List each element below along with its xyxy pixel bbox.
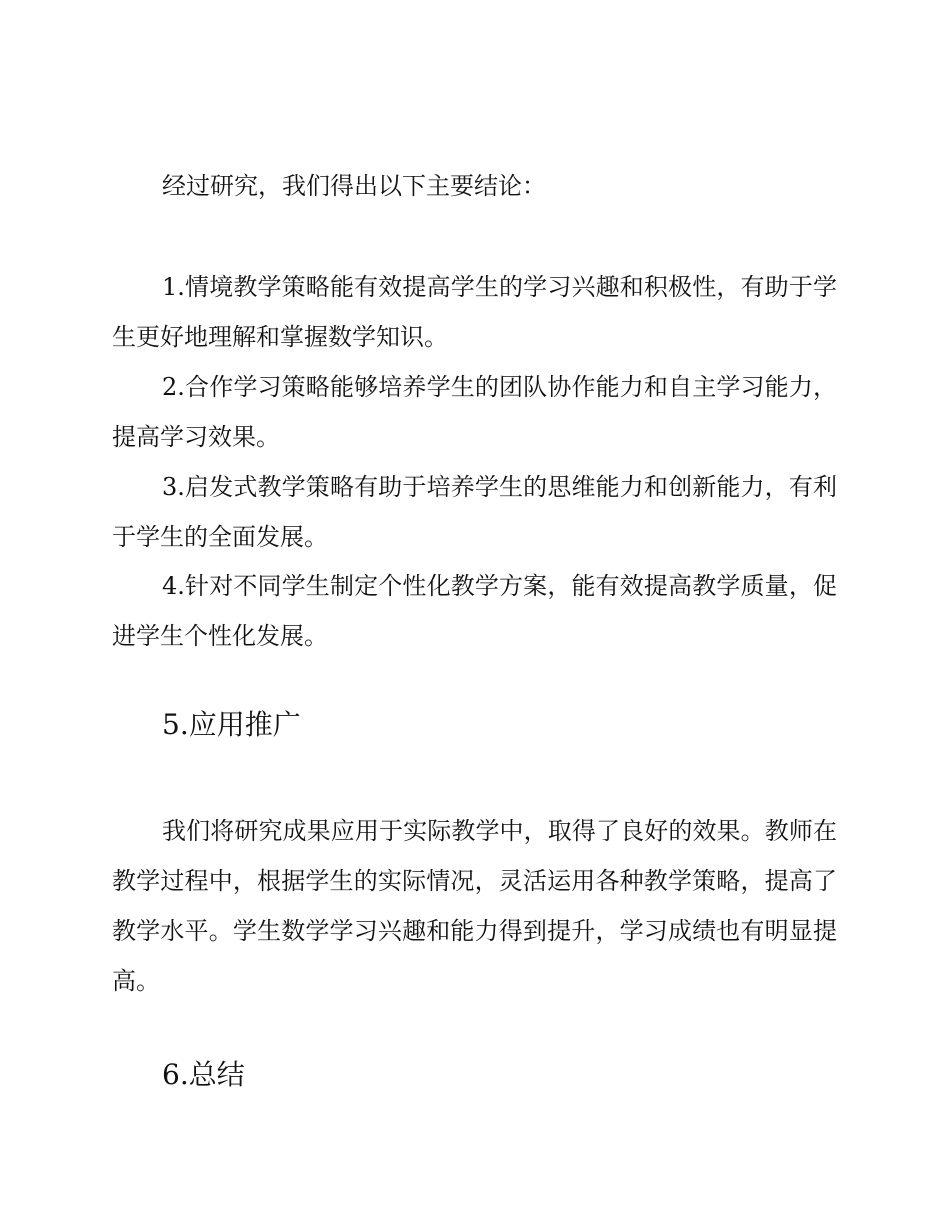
intro-paragraph: 经过研究，我们得出以下主要结论： xyxy=(162,172,546,200)
application-paragraph: 我们将研究成果应用于实际教学中，取得了良好的效果。教师在教学过程中，根据学生的实际情况，灵活运用各种教学策略，提高了教学水平。学生数学学习兴趣和能力得到提升，学习成绩也有明显提高。 xyxy=(112,817,837,995)
conclusion-item-4: 4.针对不同学生制定个性化教学方案，能有效提高教学质量，促进学生个性化发展。 xyxy=(112,572,837,650)
section-heading-summary: 6.总结 xyxy=(162,1058,245,1091)
conclusion-item-3: 3.启发式教学策略有助于培养学生的思维能力和创新能力，有利于学生的全面发展。 xyxy=(112,473,837,551)
conclusion-item-1: 1.情境教学策略能有效提高学生的学习兴趣和积极性，有助于学生更好地理解和掌握数学知识。 xyxy=(112,273,837,351)
conclusion-item-2: 2.合作学习策略能够培养学生的团队协作能力和自主学习能力，提高学习效果。 xyxy=(112,373,837,451)
section-heading-application: 5.应用推广 xyxy=(162,708,301,741)
